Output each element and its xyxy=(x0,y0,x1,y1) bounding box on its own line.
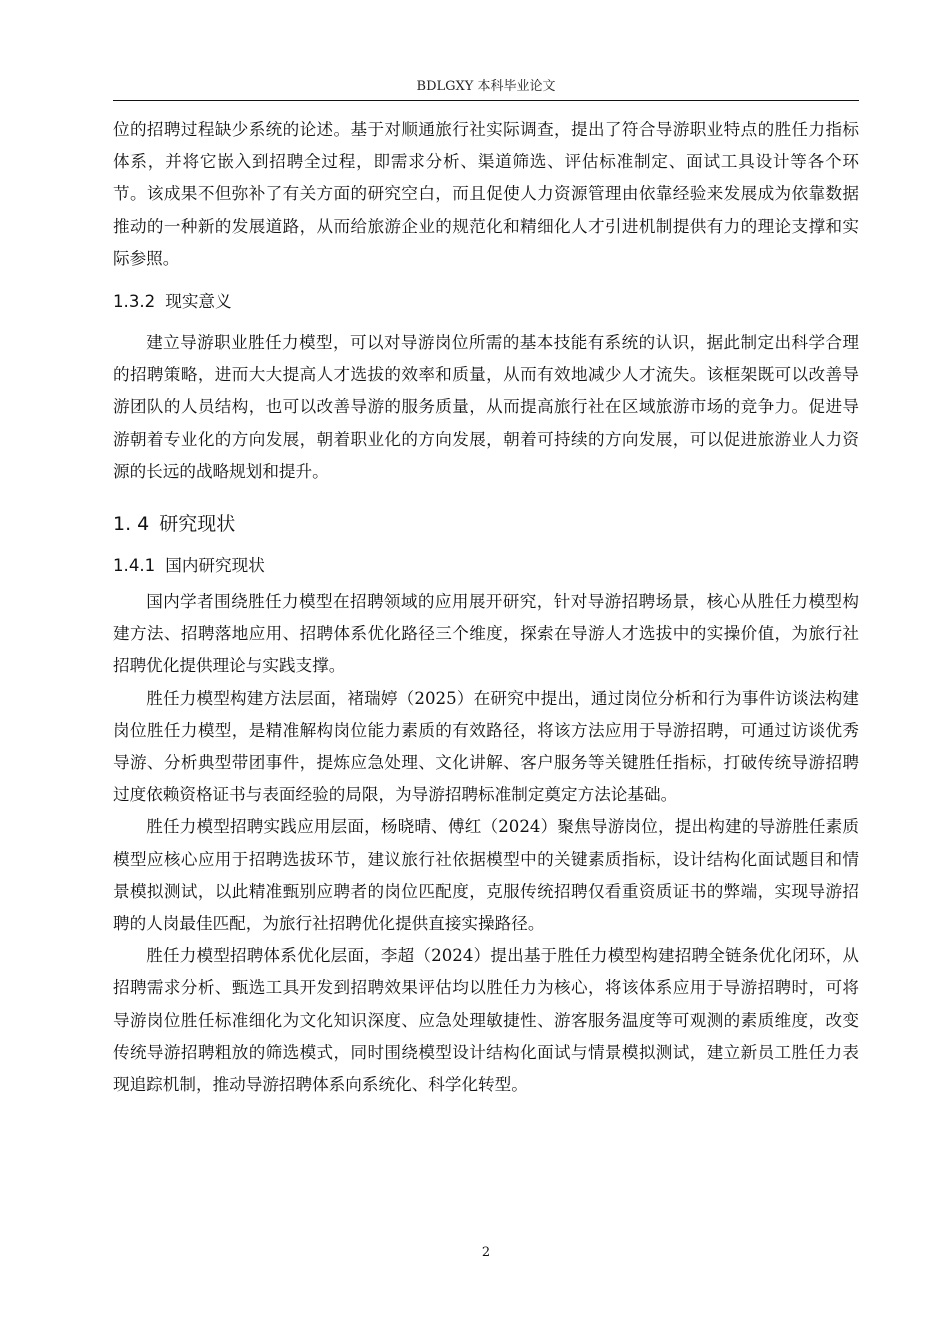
paragraph-construction-method: 胜任力模型构建方法层面，褚瑞婷（2025）在研究中提出，通过岗位分析和行为事件访谈法构建岗位胜任力模型，是精准解构岗位能力素质的有效路径，将该方法应用于导游招聘，可通过访谈优秀导游、分析典型带团事件，提炼应急处理、文化讲解、客户服务等关键胜任指标，打破传统导游招聘过度依赖资格证书与表面经验的局限，为导游招聘标准制定奠定方法论基础。 xyxy=(113,688,859,805)
heading-text: 国内研究现状 xyxy=(165,556,265,576)
heading-number: 1. 4 xyxy=(113,513,150,536)
paragraph-practical-significance: 建立导游职业胜任力模型，可以对导游岗位所需的基本技能有系统的认识，据此制定出科学合理的招聘策略，进而大大提高人才选拔的效率和质量，从而有效地减少人才流失。该框架既可以改善导游团队的人员结构，也可以改善导游的服务质量，从而提高旅行社在区域旅游市场的竞争力。促进导游朝着专业化的方向发展，朝着职业化的方向发展，朝着可持续的方向发展，可以促进旅游业人力资源的长远的战略规划和提升。 xyxy=(113,333,859,481)
heading-text: 研究现状 xyxy=(159,513,236,536)
paragraph-domestic-overview: 国内学者围绕胜任力模型在招聘领域的应用展开研究，针对导游招聘场景，核心从胜任力模型构建方法、招聘落地应用、招聘体系优化路径三个维度，探索在导游人才选拔中的实操价值，为旅行社招聘优化提供理论与实践支撑。 xyxy=(113,592,859,676)
heading-text: 现实意义 xyxy=(165,292,232,312)
heading-1-4 xyxy=(113,507,859,541)
paragraph-system-optimization: 胜任力模型招聘体系优化层面，李超（2024）提出基于胜任力模型构建招聘全链条优化闭环，从招聘需求分析、甄选工具开发到招聘效果评估均以胜任力为核心，将该体系应用于导游招聘时，可将导游岗位胜任标准细化为文化知识深度、应急处理敏捷性、游客服务温度等可观测的素质维度，改变传统导游招聘粗放的筛选模式，同时围绕模型设计结构化面试与情景模拟测试，建立新员工胜任力表现追踪机制，推动导游招聘体系向系统化、科学化转型。 xyxy=(113,946,859,1095)
heading-1-3-2 xyxy=(113,286,859,318)
heading-number: 1.4.1 xyxy=(113,556,156,576)
header-rule xyxy=(113,100,859,101)
page-number: 2 xyxy=(481,1245,491,1260)
heading-number: 1.3.2 xyxy=(113,292,156,312)
page-body xyxy=(113,114,859,1101)
running-header: BDLGXY 本科毕业论文 xyxy=(416,79,556,94)
paragraph-continued: 位的招聘过程缺少系统的论述。基于对顺通旅行社实际调查，提出了符合导游职业特点的胜任力指标体系，并将它嵌入到招聘全过程，即需求分析、渠道筛选、评估标准制定、面试工具设计等各个环节。该成果不但弥补了有关方面的研究空白，而且促使人力资源管理由依靠经验来发展成为依靠数据推动的一种新的发展道路，从而给旅游企业的规范化和精细化人才引进机制提供有力的理论支撑和实际参照。 xyxy=(113,120,859,268)
paragraph-practice-application: 胜任力模型招聘实践应用层面，杨晓晴、傅红（2024）聚焦导游岗位，提出构建的导游胜任素质模型应核心应用于招聘选拔环节，建议旅行社依据模型中的关键素质指标，设计结构化面试题目和情景模拟测试，以此精准甄别应聘者的岗位匹配度，克服传统招聘仅看重资质证书的弊端，实现导游招聘的人岗最佳匹配，为旅行社招聘优化提供直接实操路径。 xyxy=(113,817,859,934)
heading-1-4-1 xyxy=(113,550,859,582)
